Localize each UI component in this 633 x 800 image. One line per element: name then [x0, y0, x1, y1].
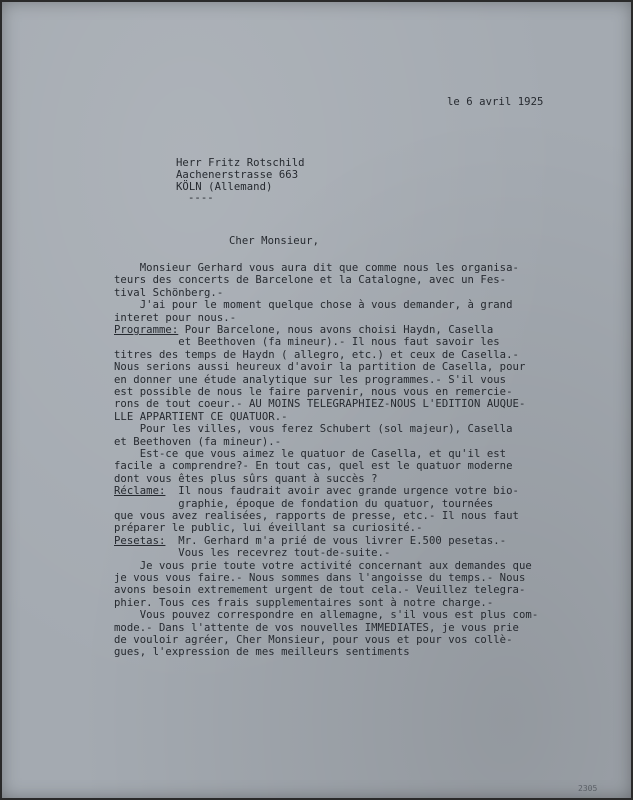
- body-text: Pour Barcelone, nous avons choisi Haydn, Casella: [178, 324, 494, 336]
- body-text: graphie, époque de fondation du quatuor, tournées: [114, 497, 494, 510]
- body-line: [114, 485, 519, 497]
- body-line: [114, 349, 519, 361]
- body-text: et Beethoven (fa mineur).-: [114, 435, 282, 448]
- body-line: [114, 634, 513, 646]
- body-line: [114, 584, 525, 596]
- body-text: dont vous êtes plus sûrs quant à succès ?: [114, 472, 378, 485]
- body-line: [114, 547, 390, 559]
- body-text: Il nous faudrait avoir avec grande urgence votre bio-: [165, 485, 519, 498]
- body-line: [114, 336, 500, 348]
- body-text: teurs des concerts de Barcelone et la Catalogne, avec un Fes-: [114, 274, 507, 287]
- body-text: que vous avez realisées, rapports de presse, etc.- Il nous faut: [114, 510, 519, 522]
- address-line: Aachenerstrasse 663: [176, 169, 299, 181]
- body-line: [114, 324, 493, 336]
- letter-date: le 6 avril 1925: [447, 96, 544, 108]
- body-line: [114, 423, 513, 435]
- body-text: en donner une étude analytique sur les programmes.- S'il vous: [114, 373, 507, 386]
- body-line: [114, 448, 506, 460]
- body-text: de vouloir agréer, Cher Monsieur, pour vous et pour vos collè-: [114, 634, 513, 646]
- address-line: KÖLN (Allemand): [176, 181, 273, 193]
- body-line: [114, 411, 288, 423]
- body-text: Nous serions aussi heureux d'avoir la partition de Casella, pour: [114, 361, 526, 374]
- body-line: [114, 262, 519, 274]
- body-text: interet pour nous.-: [114, 311, 237, 324]
- body-text: J'ai pour le moment quelque chose à vous demander, à grand: [114, 299, 513, 312]
- body-text: Je vous prie toute votre activité concernant aux demandes que: [114, 559, 532, 572]
- body-line: [114, 510, 519, 522]
- body-text: titres des temps de Haydn ( allegro, etc.) et ceux de Casella.-: [114, 348, 519, 361]
- body-line: [114, 473, 378, 485]
- body-text: rons de tout coeur.- AU MOINS TELEGRAPHIEZ-NOUS L'EDITION AUQUE-: [114, 398, 526, 411]
- body-text: Mr. Gerhard m'a prié de vous livrer E.500 pesetas.-: [165, 534, 507, 547]
- body-text: Pour les villes, vous ferez Schubert (sol majeur), Casella: [114, 423, 513, 436]
- section-label: Pesetas:: [114, 534, 166, 547]
- body-text: facile a comprendre?- En tout cas, quel est le quatuor moderne: [114, 460, 513, 473]
- body-line: [114, 460, 513, 472]
- body-text: avons besoin extremement urgent de tout cela.- Veuillez telegra-: [114, 584, 526, 597]
- body-line: [114, 609, 538, 621]
- body-line: [114, 560, 532, 572]
- body-text: Vous les recevrez tout-de-suite.-: [114, 547, 391, 560]
- body-line: [114, 361, 525, 373]
- body-line: [114, 522, 423, 534]
- body-text: Monsieur Gerhard vous aura dit que comme nous les organisa-: [114, 262, 519, 274]
- body-line: [114, 386, 513, 398]
- body-line: [114, 535, 506, 547]
- body-text: est possible de nous le faire parvenir, nous vous en remercie-: [114, 386, 513, 398]
- body-line: [114, 622, 519, 634]
- address-line: Herr Fritz Rotschild: [176, 157, 305, 169]
- section-label: Programme:: [114, 324, 179, 336]
- body-line: [114, 274, 506, 286]
- body-text: mode.- Dans l'attente de vos nouvelles IMMEDIATES, je vous prie: [114, 621, 519, 634]
- body-text: LLE APPARTIENT CE QUATUOR.-: [114, 410, 288, 423]
- body-text: Est-ce que vous aimez le quatuor de Casella, et qu'il est: [114, 448, 507, 460]
- body-text: gues, l'expression de mes meilleurs sentiments: [114, 646, 410, 659]
- body-text: Vous pouvez correspondre en allemagne, s'il vous est plus com-: [114, 609, 539, 622]
- body-line: [114, 646, 410, 658]
- salutation: Cher Monsieur,: [229, 235, 319, 247]
- body-line: [114, 597, 493, 609]
- body-line: [114, 498, 493, 510]
- body-line: [114, 436, 281, 448]
- body-line: [114, 299, 513, 311]
- archive-mark: 2305: [578, 784, 598, 793]
- body-text: et Beethoven (fa mineur).- Il nous faut savoir les: [114, 336, 500, 349]
- address-line: ----: [188, 192, 214, 204]
- body-line: [114, 572, 525, 584]
- body-line: [114, 287, 223, 299]
- body-line: [114, 312, 236, 324]
- body-text: phier. Tous ces frais supplementaires sont à notre charge.-: [114, 596, 494, 609]
- body-text: je vous vous faire.- Nous sommes dans l'angoisse du temps.- Nous: [114, 572, 526, 584]
- body-text: préparer le public, lui éveillant sa curiosité.-: [114, 522, 423, 535]
- body-line: [114, 398, 525, 410]
- section-label: Réclame:: [114, 485, 166, 498]
- body-line: [114, 374, 506, 386]
- body-text: tival Schönberg.-: [114, 286, 224, 299]
